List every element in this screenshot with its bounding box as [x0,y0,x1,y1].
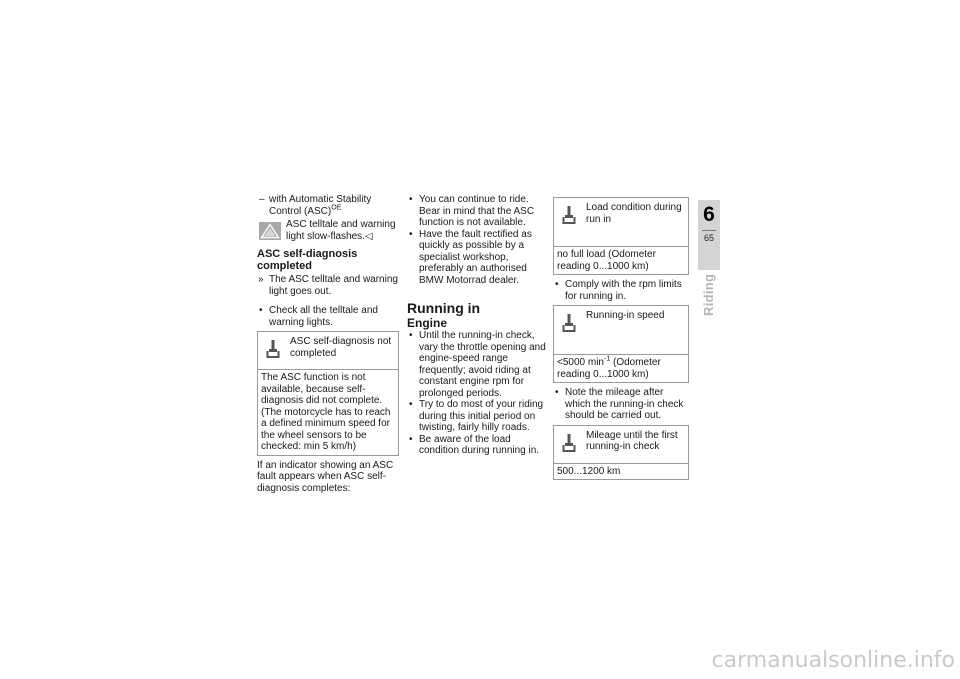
result-item: » The ASC telltale and warning light goes out. [257,274,399,297]
check-item: • Check all the telltale and warning lights. [257,305,399,328]
infobox-body: 500...1200 km [557,465,621,477]
infobox-title: Running-in speed [586,310,665,321]
infobox-title: Mileage until the first running-in check [586,429,678,452]
infobox-header [554,198,688,247]
warning-triangle-icon [259,222,281,240]
chapter-number: 6 [703,203,715,226]
column-left [257,194,399,494]
warning-row [259,219,399,242]
watermark: carmanualsonline.info [711,648,955,673]
bullet-load-condition: • Be aware of the load condition during running in. [407,434,547,457]
end-marker: ◁ [364,230,373,242]
bullet-hilly-roads: • Try to do most of your riding during this initial period on twisting, fairly hilly roads. [407,399,547,434]
page-number: 65 [703,233,714,243]
chapter-title-text: Riding [701,273,716,316]
heading-engine: Engine [407,316,448,330]
bullet-vary-throttle: • Until the running-in check, vary the throttle opening and engine-speed range frequently; avoid riding at constant engine rpm for prolonged periods. [407,330,547,399]
infobox-asc-not-completed [257,331,399,456]
column-middle [407,194,547,457]
bullet-fault-rectified: • Have the fault rectified as quickly as possible by a specialist workshop, preferably an authorised BMW Motorrad dealer. [407,229,547,287]
bullet-note-mileage: • Note the mileage after which the running-in check should be carried out. [553,387,689,422]
wrench-tool-icon [266,339,280,361]
wrench-tool-icon [562,433,576,455]
column-right [553,197,689,484]
infobox-running-in-speed [553,305,689,383]
infobox-header [554,426,688,464]
infobox-header [554,306,688,355]
infobox-header [258,332,398,370]
infobox-title: ASC self-diagnosis not completed [290,336,392,359]
infobox-body: The ASC function is not available, because self-diagnosis did not complete. (The motorcycle has to reach a defined minimum speed for the wheel sensors to be checked: min 5 km/h) [261,372,391,452]
wrench-tool-icon [562,205,576,227]
infobox-mileage-check [553,425,689,481]
heading-asc-selfdiag: ASC self-diagnosis completed [257,248,358,272]
dash-item-asc: – with Automatic Stability Control (ASC)$^{OE}$ [257,194,399,217]
wrench-tool-icon [562,313,576,335]
infobox-body: no full load (Odometer reading 0...1000 km) [557,249,656,272]
tab-divider [702,230,716,231]
warning-text: ASC telltale and warning light slow-flashes.◁ [286,219,396,242]
infobox-title: Load condition during run in [586,202,682,225]
infobox-load-condition [553,197,689,275]
infobox-body: <5000 $\min^{-1}$ (Odometer reading 0...1000 km) [557,355,661,380]
bullet-continue-ride: • You can continue to ride. Bear in mind that the ASC function is not available. [407,194,547,229]
heading-running-in: Running in [407,300,481,316]
bullet-rpm-limits: • Comply with the rpm limits for running in. [553,279,689,302]
footer-text: If an indicator showing an ASC fault appears when ASC self-diagnosis completes: [257,459,394,494]
chapter-tab [698,200,720,270]
